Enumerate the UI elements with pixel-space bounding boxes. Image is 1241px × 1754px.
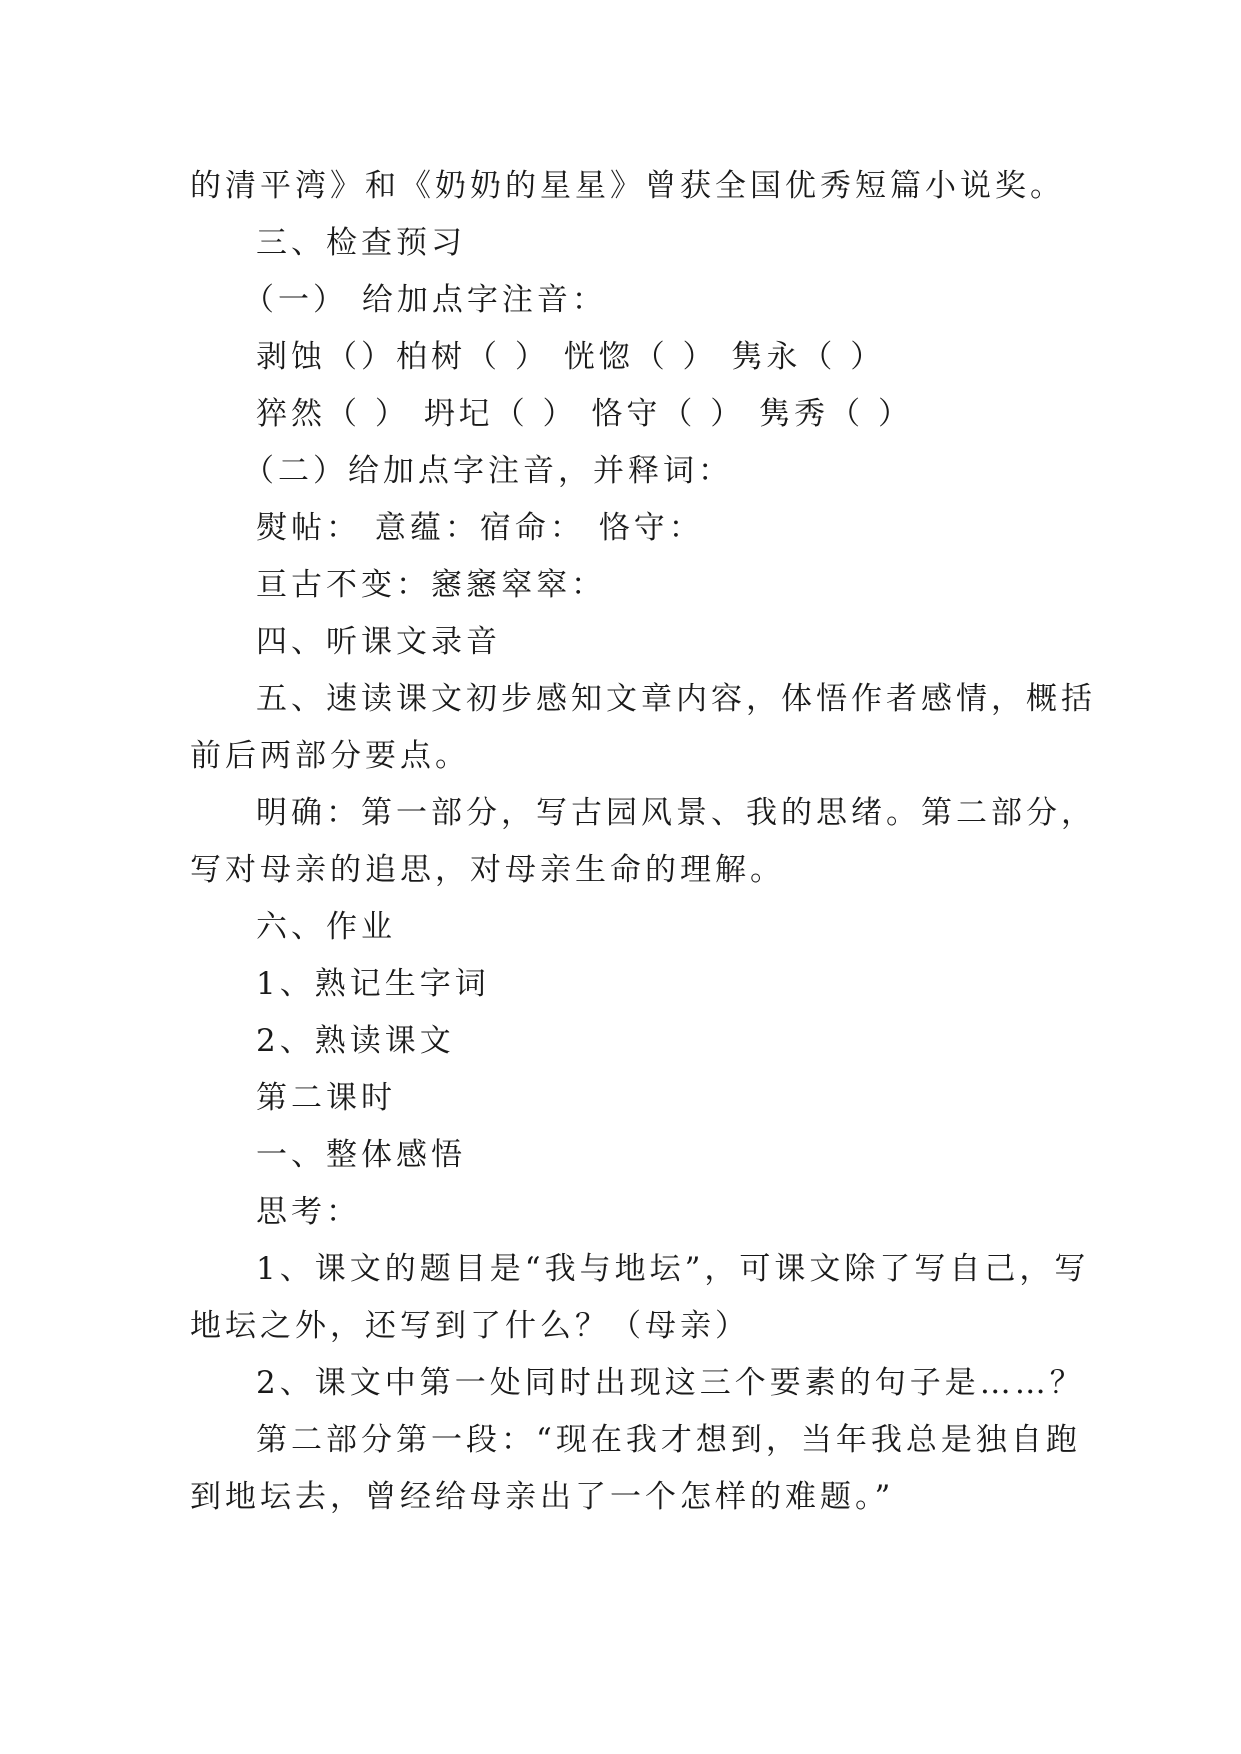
question-line: 1、课文的题目是“我与地坛”，可课文除了写自己，写 <box>256 1251 1090 1287</box>
list-item: 2、熟读课文 <box>256 1023 455 1059</box>
paragraph-line: 明确：第一部分，写古园风景、我的思绪。第二部分， <box>256 795 1096 831</box>
text-line: 写对母亲的追思，对母亲生命的理解。 <box>190 852 785 888</box>
subsection-heading: （一） 给加点字注音： <box>243 282 607 318</box>
section-heading: 三、检查预习 <box>256 225 466 261</box>
section-heading: 四、听课文录音 <box>256 624 501 660</box>
exercise-line: 猝然（ ） 坍圮（ ） 恪守（ ） 隽秀（ ） <box>256 396 913 432</box>
text-line: 到地坛去，曾经给母亲出了一个怎样的难题。” <box>190 1479 895 1515</box>
text-line: 地坛之外，还写到了什么？（母亲） <box>190 1308 750 1344</box>
exercise-line: 亘古不变：窸窸窣窣： <box>256 567 606 603</box>
paragraph-line: 思考： <box>256 1194 361 1230</box>
paragraph-line: 第二部分第一段：“现在我才想到，当年我总是独自跑 <box>256 1422 1081 1458</box>
section-heading: 一、整体感悟 <box>256 1137 466 1173</box>
exercise-line: 剥蚀（）柏树（ ） 恍惚（ ） 隽永（ ） <box>256 339 886 375</box>
text-line: 前后两部分要点。 <box>190 738 470 774</box>
exercise-line: 熨帖： 意蕴：宿命： 恪守： <box>256 510 704 546</box>
list-item: 1、熟记生字词 <box>256 966 490 1002</box>
subsection-heading: （二）给加点字注音，并释词： <box>243 453 733 489</box>
lesson-heading: 第二课时 <box>256 1080 396 1116</box>
section-heading: 六、作业 <box>256 909 396 945</box>
text-line: 的清平湾》和《奶奶的星星》曾获全国优秀短篇小说奖。 <box>190 168 1065 204</box>
section-heading: 五、速读课文初步感知文章内容，体悟作者感情，概括 <box>256 681 1096 717</box>
question-line: 2、课文中第一处同时出现这三个要素的句子是……？ <box>256 1365 1085 1401</box>
